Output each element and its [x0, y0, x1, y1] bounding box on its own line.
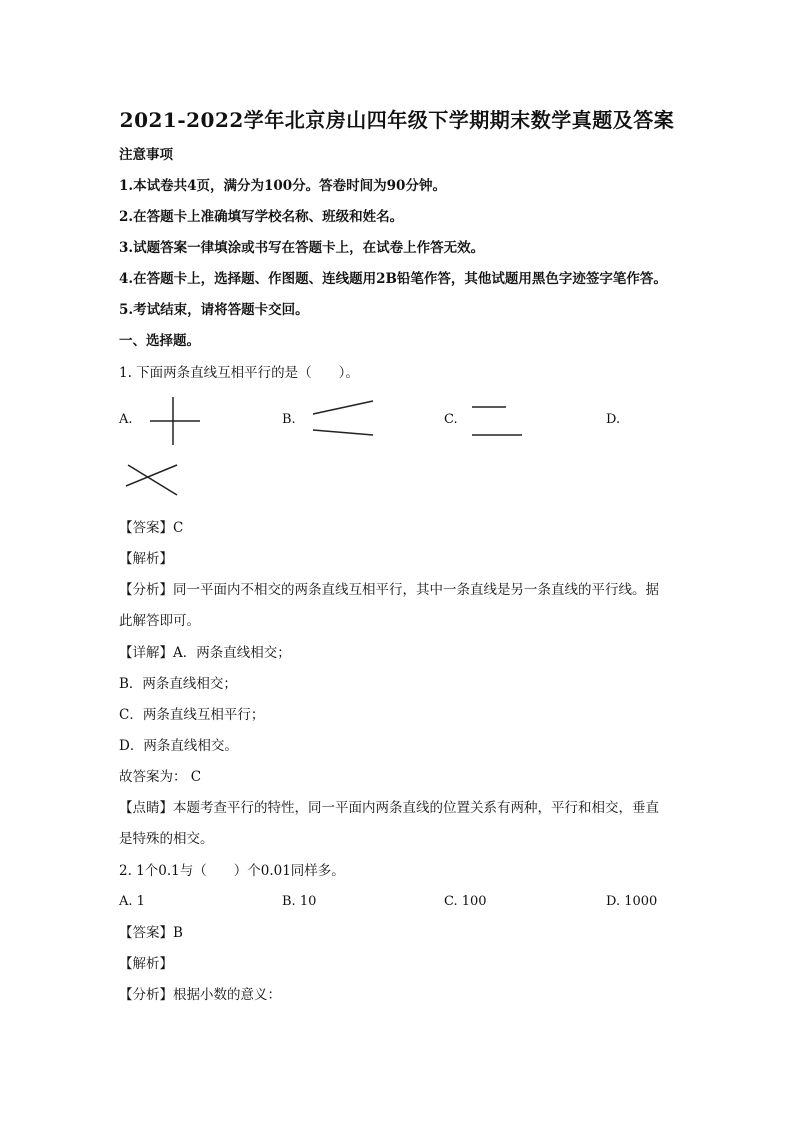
- option-a: A. 1: [119, 894, 145, 909]
- option-a-figure: [148, 395, 202, 447]
- option-d-figure: [124, 462, 180, 498]
- question-1-detail: D．两条直线相交。: [119, 738, 238, 754]
- option-a-label: A.: [119, 412, 133, 427]
- note-item: 2.在答题卡上准确填写学校名称、班级和姓名。: [119, 209, 404, 225]
- question-1-answer: 【答案】C: [119, 520, 184, 536]
- question-2-analysis-label: 【解析】: [119, 956, 173, 972]
- option-d-label: D.: [606, 412, 621, 427]
- option-b: B. 10: [282, 894, 317, 909]
- option-c-label: C.: [444, 412, 458, 427]
- question-1-conclusion: 故答案为： C: [119, 769, 202, 785]
- question-1-analysis: 【分析】同一平面内不相交的两条直线互相平行，其中一条直线是另一条直线的平行线。据: [119, 582, 659, 598]
- option-c-figure: [470, 402, 524, 440]
- question-1-detail: C．两条直线互相平行；: [119, 707, 265, 723]
- question-2-analysis: 【分析】根据小数的意义：: [119, 987, 281, 1003]
- question-1-detail: 【详解】A．两条直线相交；: [119, 645, 291, 661]
- option-d: D. 1000: [606, 894, 658, 909]
- note-item: 5.考试结束，请将答题卡交回。: [119, 302, 309, 318]
- question-2-answer: 【答案】B: [119, 925, 183, 941]
- question-1-comment-cont: 是特殊的相交。: [119, 831, 214, 847]
- question-1-detail: B．两条直线相交；: [119, 676, 237, 692]
- section-heading: 一、选择题。: [119, 333, 200, 349]
- option-b-figure: [310, 398, 376, 438]
- question-1-stem: 1. 下面两条直线互相平行的是（ ）。: [119, 365, 359, 381]
- notes-heading: 注意事项: [119, 147, 173, 163]
- note-item: 1.本试卷共4页，满分为100分。答卷时间为90分钟。: [119, 178, 446, 194]
- note-item: 3.试题答案一律填涂或书写在答题卡上，在试卷上作答无效。: [119, 240, 485, 256]
- option-b-label: B.: [282, 412, 296, 427]
- question-2-stem: 2. 1个0.1与（ ）个0.01同样多。: [119, 863, 345, 879]
- note-item: 4.在答题卡上，选择题、作图题、连线题用2B铅笔作答，其他试题用黑色字迹签字笔作答。: [119, 271, 667, 287]
- question-1-comment: 【点睛】本题考查平行的特性，同一平面内两条直线的位置关系有两种，平行和相交，垂直: [119, 800, 659, 816]
- question-1-analysis-cont: 此解答即可。: [119, 613, 200, 629]
- option-c: C. 100: [444, 894, 487, 909]
- page-title: 2021-2022学年北京房山四年级下学期期末数学真题及答案: [119, 108, 675, 132]
- question-1-analysis-label: 【解析】: [119, 551, 173, 567]
